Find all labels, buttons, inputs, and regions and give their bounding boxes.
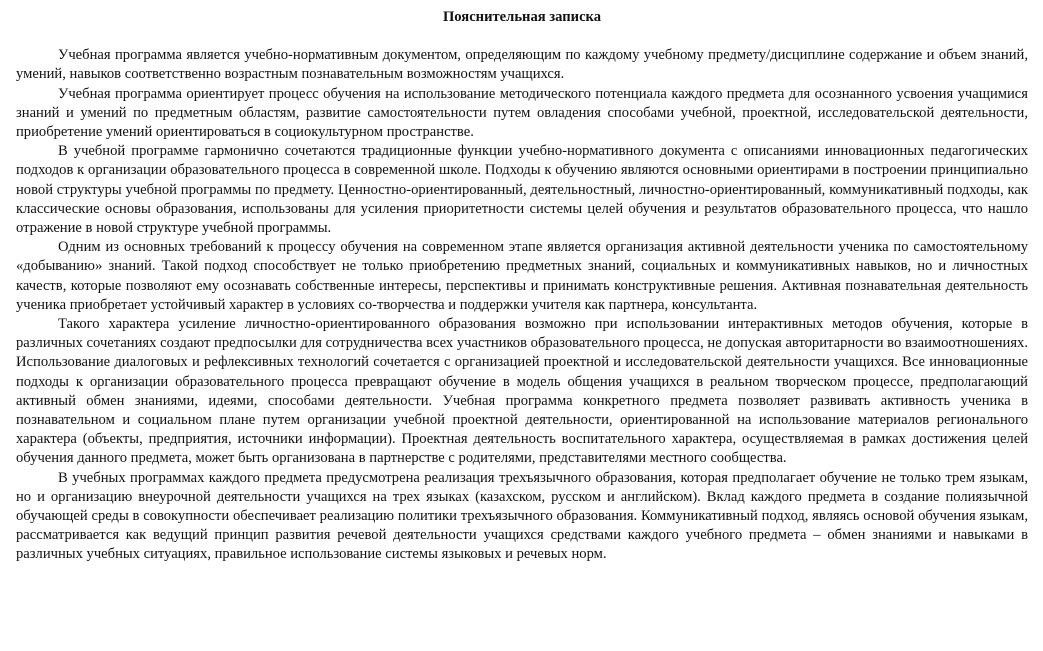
paragraph-2: Учебная программа ориентирует процесс обучения на использование методического потенциала каждого предмета для осознанного усвоения учащимися знаний и умений по предметным областям, развитие самостоятельности путем овладения способами учебной, проектной, исследовательской деятельности, приобретение умений ориентироваться в социокультурном пространстве.	[16, 85, 1028, 141]
paragraph-1: Учебная программа является учебно-нормативным документом, определяющим по каждому учебному предмету/дисциплине содержание и объем знаний, умений, навыков соответственно возрастным познавательным возможностям учащихся.	[16, 47, 1028, 83]
paragraph-6: В учебных программах каждого предмета предусмотрена реализация трехъязычного образования, которая предполагает обучение не только трем языкам, но и организацию внеурочной деятельности учащихся на трех языках (казахском, русском и английском). Вклад каждого предмета в создание полиязычной обучающей среды в совокупности обеспечивает реализацию политики трехъязычного образования. Коммуникативный подход, являясь основой обучения языкам, рассматривается как ведущий принцип развития речевой деятельности учащихся средствами каждого учебного предмета – обмен знаниями и навыками в различных учебных ситуациях, правильное использование системы языковых и речевых норм.	[16, 469, 1028, 563]
document-title: Пояснительная записка	[442, 9, 602, 25]
paragraph-5: Такого характера усиление личностно-ориентированного образования возможно при использовании интерактивных методов обучения, которые в различных сочетаниях создают предпосылки для сотрудничества всех участников образовательного процесса, не допуская авторитарности во взаимоотношениях. Использование диалоговых и рефлексивных технологий сочетается с организацией проектной и исследовательской деятельности учащихся. Все инновационные подходы к организации образовательного процесса превращают обучение в модель общения учащихся в реальном творческом процессе, предполагающий активный обмен знаниями, идеями, способами деятельности. Учебная программа конкретного предмета позволяет развивать активность ученика в познавательном и социальном плане путем организации учебной проектной деятельности, ориентированной на использование материалов регионального характера (объекты, предприятия, источники информации). Проектная деятельность воспитательного характера, осуществляемая в рамках достижения целей обучения данного предмета, может быть организована в партнерстве с родителями, представителями местного сообщества.	[16, 316, 1028, 467]
document-page	[16, 8, 1028, 565]
paragraph-4: Одним из основных требований к процессу обучения на современном этапе является организация активной деятельности ученика по самостоятельному «добыванию» знаний. Такой подход способствует не только приобретению предметных знаний, социальных и коммуникативных навыков, но и личностных качеств, которые позволяют ему осознавать собственные интересы, перспективы и принимать конструктивные решения. Активная познавательная деятельность ученика приобретает устойчивый характер в условиях со-творчества и поддержки учителя как партнера, консультанта.	[16, 239, 1028, 313]
paragraph-3: В учебной программе гармонично сочетаются традиционные функции учебно-нормативного документа с описаниями инновационных педагогических подходов к организации образовательного процесса в современной школе. Подходы к обучению являются основными ориентирами в построении принципиально новой структуры учебной программы по предмету. Ценностно-ориентированный, деятельностный, личностно-ориентированный, коммуникативный подходы, как классические основы образования, использованы для усиления приоритетности системы целей обучения и результатов образовательного процесса, что нашло отражение в новой структуре учебной программы.	[16, 143, 1028, 237]
